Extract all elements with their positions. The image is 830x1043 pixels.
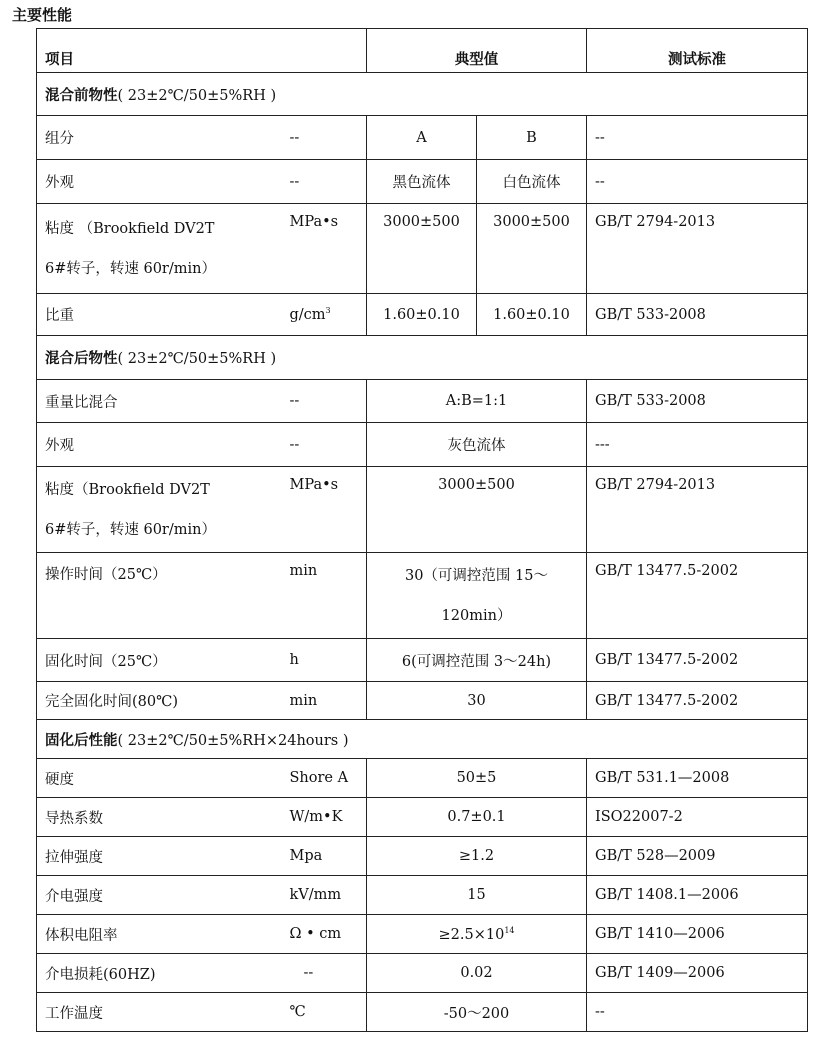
section-row — [37, 336, 808, 380]
row-value: 6(可调控范围 3～24h) — [367, 639, 587, 682]
row-standard: GB/T 13477.5-2002 — [587, 639, 808, 682]
table-row — [37, 467, 808, 553]
row-standard: GB/T 528—2009 — [587, 837, 808, 876]
row-standard: GB/T 1409—2006 — [587, 954, 808, 993]
row-name: 粘度 （Brookfield DV2T 6#转子，转速 60r/min） — [37, 204, 282, 294]
header-row — [37, 29, 808, 73]
row-unit: h — [282, 639, 367, 682]
row-unit: MPa•s — [282, 204, 367, 294]
row-unit: ℃ — [282, 993, 367, 1032]
section-row — [37, 73, 808, 116]
table-row — [37, 553, 808, 639]
row-name: 体积电阻率 — [37, 915, 282, 954]
row-value: 灰色流体 — [367, 423, 587, 467]
row-value: 30 — [367, 682, 587, 720]
row-standard: GB/T 2794-2013 — [587, 467, 808, 553]
table-row — [37, 204, 808, 294]
table-row — [37, 876, 808, 915]
row-standard: -- — [587, 993, 808, 1032]
row-value: A:B=1:1 — [367, 380, 587, 423]
row-value: 0.02 — [367, 954, 587, 993]
row-name: 操作时间（25℃） — [37, 553, 282, 639]
row-standard: GB/T 1410—2006 — [587, 915, 808, 954]
row-standard: --- — [587, 423, 808, 467]
table-row — [37, 915, 808, 954]
row-standard: GB/T 2794-2013 — [587, 204, 808, 294]
value-b: 1.60±0.10 — [477, 294, 587, 336]
table-row — [37, 380, 808, 423]
row-unit: -- — [282, 116, 367, 160]
row-unit: -- — [282, 160, 367, 204]
row-standard: GB/T 533-2008 — [587, 294, 808, 336]
table-row — [37, 423, 808, 467]
row-unit: -- — [282, 380, 367, 423]
section-post-mix: 混合后物性( 23±2℃/50±5%RH ) — [37, 336, 808, 380]
value-a: 3000±500 — [367, 204, 477, 294]
table-row — [37, 160, 808, 204]
row-unit: min — [282, 682, 367, 720]
row-name: 介电强度 — [37, 876, 282, 915]
row-value: $\ge 2.5\times 10^{14}$ — [367, 915, 587, 954]
row-name: 工作温度 — [37, 993, 282, 1032]
table-row — [37, 759, 808, 798]
table-row — [37, 294, 808, 336]
header-standard: 测试标准 — [587, 29, 808, 73]
row-name: 完全固化时间(80℃) — [37, 682, 282, 720]
row-unit: Ω • cm — [282, 915, 367, 954]
row-value: 3000±500 — [367, 467, 587, 553]
row-unit: Shore A — [282, 759, 367, 798]
value-a: A — [367, 116, 477, 160]
row-standard: -- — [587, 160, 808, 204]
row-unit: -- — [282, 954, 367, 993]
row-name: 重量比混合 — [37, 380, 282, 423]
value-b: B — [477, 116, 587, 160]
section-pre-mix: 混合前物性( 23±2℃/50±5%RH ) — [37, 73, 808, 116]
row-name: 外观 — [37, 160, 282, 204]
row-standard: GB/T 1408.1—2006 — [587, 876, 808, 915]
row-standard: GB/T 531.1—2008 — [587, 759, 808, 798]
row-name: 外观 — [37, 423, 282, 467]
row-standard: -- — [587, 116, 808, 160]
row-unit: $g/cm^3$ — [282, 294, 367, 336]
row-unit: MPa•s — [282, 467, 367, 553]
row-name: 固化时间（25℃） — [37, 639, 282, 682]
row-unit: kV/mm — [282, 876, 367, 915]
table-row — [37, 837, 808, 876]
table-row — [37, 954, 808, 993]
table-row — [37, 798, 808, 837]
table-row — [37, 116, 808, 160]
row-unit: Mpa — [282, 837, 367, 876]
row-name: 导热系数 — [37, 798, 282, 837]
row-standard: GB/T 13477.5-2002 — [587, 682, 808, 720]
value-b: 白色流体 — [477, 160, 587, 204]
value-a: 黑色流体 — [367, 160, 477, 204]
header-item: 项目 — [37, 29, 282, 73]
row-standard: GB/T 13477.5-2002 — [587, 553, 808, 639]
row-unit: min — [282, 553, 367, 639]
row-value: 30（可调控范围 15～ 120min） — [367, 553, 587, 639]
table-row — [37, 639, 808, 682]
row-name: 粘度（Brookfield DV2T 6#转子，转速 60r/min） — [37, 467, 282, 553]
row-name: 拉伸强度 — [37, 837, 282, 876]
row-name: 组分 — [37, 116, 282, 160]
page-title: 主要性能 — [12, 6, 73, 24]
row-name: 硬度 — [37, 759, 282, 798]
table-row — [37, 993, 808, 1032]
header-blank — [282, 29, 367, 73]
row-standard: ISO22007-2 — [587, 798, 808, 837]
value-a: 1.60±0.10 — [367, 294, 477, 336]
row-value: 0.7±0.1 — [367, 798, 587, 837]
row-value: ≥1.2 — [367, 837, 587, 876]
row-value: 50±5 — [367, 759, 587, 798]
row-unit: W/m•K — [282, 798, 367, 837]
properties-table — [36, 28, 808, 1032]
header-typical: 典型值 — [367, 29, 587, 73]
row-standard: GB/T 533-2008 — [587, 380, 808, 423]
value-b: 3000±500 — [477, 204, 587, 294]
row-value: -50～200 — [367, 993, 587, 1032]
row-name: 介电损耗(60HZ) — [37, 954, 282, 993]
row-name: 比重 — [37, 294, 282, 336]
table-row — [37, 682, 808, 720]
section-cured: 固化后性能( 23±2℃/50±5%RH×24hours ) — [37, 720, 808, 759]
row-value: 15 — [367, 876, 587, 915]
row-unit: -- — [282, 423, 367, 467]
section-row — [37, 720, 808, 759]
